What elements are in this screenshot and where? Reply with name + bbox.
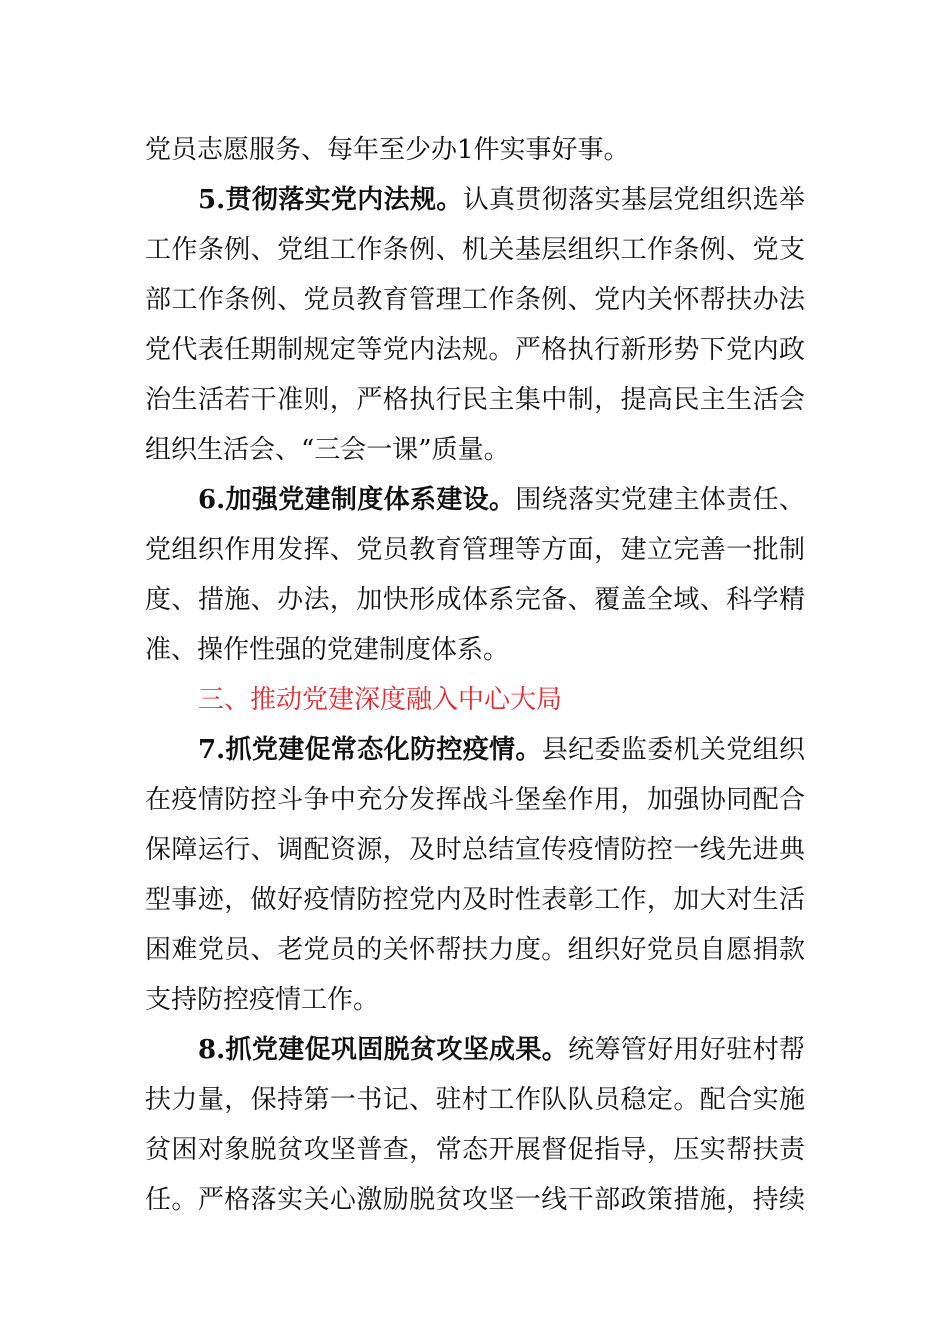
paragraph-line: 党组织作用发挥、党员教育管理等方面，建立完善一批制 [145, 535, 805, 565]
section-6-heading: 6.加强党建制度体系建设。 [198, 485, 516, 515]
paragraph-line: 贫困对象脱贫攻坚普查，常态开展督促指导，压实帮扶责 [145, 1135, 805, 1165]
paragraph-line: 县纪委监委机关党组织 [541, 735, 805, 765]
paragraph-line: 困难党员、老党员的关怀帮扶力度。组织好党员自愿捐款 [145, 935, 805, 965]
paragraph-line: 认真贯彻落实基层党组织选举 [462, 185, 805, 215]
section-5-first-line [198, 180, 805, 220]
paragraph-line: 围绕落实党建主体责任、 [515, 485, 805, 515]
paragraph-line: 组织生活会、“三会一课”质量。 [145, 435, 510, 465]
paragraph-line: 任。严格落实关心激励脱贫攻坚一线干部政策措施，持续 [145, 1185, 805, 1215]
section-6-first-line [198, 480, 805, 520]
section-7-heading: 7.抓党建促常态化防控疫情。 [198, 735, 542, 765]
paragraph-line: 在疫情防控斗争中充分发挥战斗堡垒作用，加强协同配合 [145, 785, 805, 815]
paragraph-line: 党员志愿服务、每年至少办1件实事好事。 [145, 135, 630, 165]
paragraph-line: 扶力量，保持第一书记、驻村工作队队员稳定。配合实施 [145, 1085, 805, 1115]
paragraph-line: 治生活若干准则，严格执行民主集中制，提高民主生活会 [145, 385, 805, 415]
section-3-title: 三、推动党建深度融入中心大局 [198, 685, 563, 715]
section-8-heading: 8.抓党建促巩固脱贫攻坚成果。 [198, 1035, 569, 1065]
paragraph-line: 支持防控疫情工作。 [145, 985, 380, 1015]
paragraph-line: 保障运行、调配资源，及时总结宣传疫情防控一线先进典 [145, 835, 805, 865]
paragraph-line: 党代表任期制规定等党内法规。严格执行新形势下党内政 [145, 335, 805, 365]
paragraph-line: 部工作条例、党员教育管理工作条例、党内关怀帮扶办法 [145, 285, 805, 315]
paragraph-line: 型事迹，做好疫情防控党内及时性表彰工作，加大对生活 [145, 885, 805, 915]
section-7-first-line [198, 730, 805, 770]
paragraph-line: 工作条例、党组工作条例、机关基层组织工作条例、党支 [145, 235, 805, 265]
paragraph-line: 统筹管好用好驻村帮 [568, 1035, 805, 1065]
section-8-first-line [198, 1030, 805, 1070]
paragraph-line: 准、操作性强的党建制度体系。 [145, 635, 510, 665]
section-5-heading: 5.贯彻落实党内法规。 [198, 185, 463, 215]
paragraph-line: 度、措施、办法，加快形成体系完备、覆盖全域、科学精 [145, 585, 805, 615]
